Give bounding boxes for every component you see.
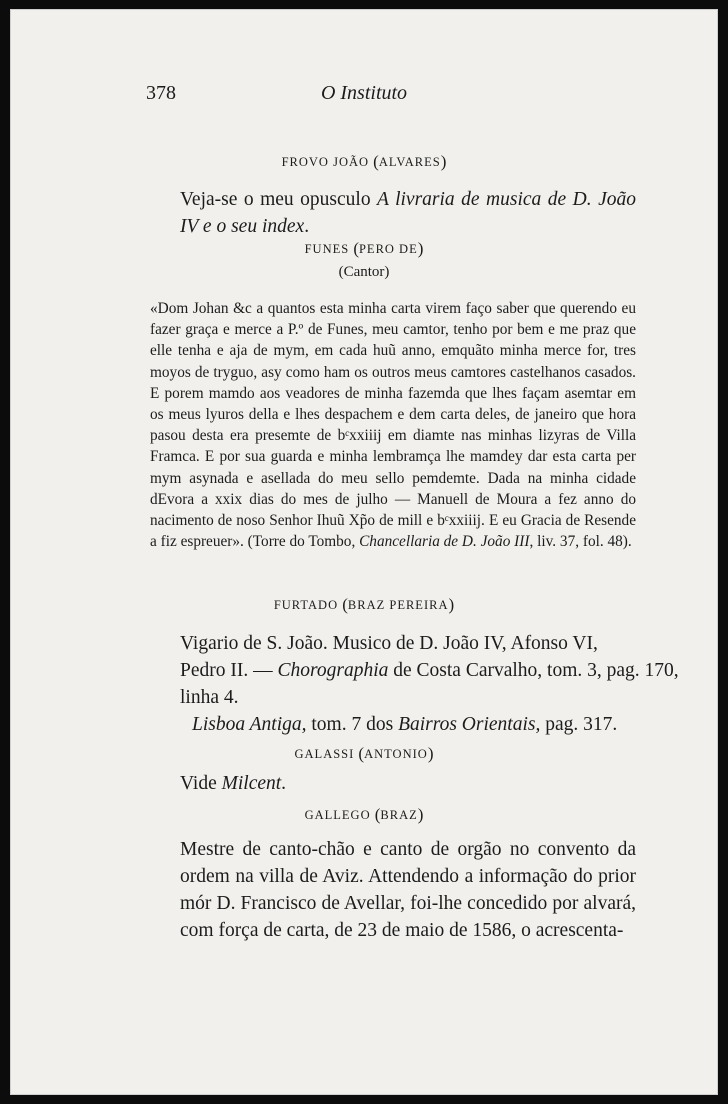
entry-heading-galassi: GALASSI (ANTONIO): [294, 744, 434, 763]
entry-text-furtado: Vigario de S. João. Musico de D. João IV, Afonso VI, Pedro II. — Chorographia de Costa Carvalho, tom. 3, pag. 170, linha 4. Lisboa Antiga, tom. 7 dos Bairros Orientais, pag. 317.: [180, 633, 679, 735]
page-number: 378: [146, 82, 176, 104]
book-page: [10, 9, 718, 1095]
entry-heading-frovo: FROVO JOÃO (ALVARES): [281, 152, 447, 171]
entry-text-gallego: Mestre de canto-chão e canto de orgão no convento da ordem na villa de Aviz. Attendendo a informação do prior mór D. Francisco de Avellar, foi-lhe concedido por alvará, com força de carta, de 23 de maio de 1586, o acrescenta-: [180, 839, 636, 941]
journal-title: O Instituto: [320, 82, 408, 104]
entry-text-galassi: Vide Milcent.: [180, 773, 287, 794]
running-header: [11, 80, 717, 110]
entry-heading-furtado: FURTADO (BRAZ PEREIRA): [273, 595, 455, 614]
entry-subheading-funes: (Cantor): [338, 264, 390, 280]
entry-text-frovo: Veja-se o meu opusculo A livraria de musica de D. João IV e o seu index.: [180, 189, 636, 237]
entry-heading-gallego: GALLEGO (BRAZ): [304, 805, 424, 824]
entry-quote-funes: «Dom Johan &c a quantos esta minha carta virem faço saber que querendo eu fazer graça e merce a P.º de Funes, meu camtor, tenho por bem e me praz que elle tenha e aja de mym, em cada huũ anno, emquãto minha merce for, tres moyos de tryguo, asy como ham os outros meus camtores castelhanos casados. E porem mamdo aos veadores de minha fazemda que lhes façam asemtar em os meus lyuros della e lhes despachem e dem carta deles, de janeiro que hora pasou desta era presemte de bᶜxxiiij em diamte nas minhas lizyras de Villa Framca. E por sua guarda e minha lembramça lhe mamdey dar esta carta per mym asynada e asellada do meu sello pemdemte. Dada na minha cidade dEvora a xxix dias do mes de julho — Manuell de Moura a fez anno do nacimento de noso Senhor Ihuũ Xp̃o de mill e bᶜxxiiij. E eu Gracia de Resende a fiz espreuer». (Torre do Tombo, Chancellaria de D. João III, liv. 37, fol. 48).: [150, 300, 636, 551]
entry-heading-funes: FUNES (PERO DE): [304, 239, 424, 258]
